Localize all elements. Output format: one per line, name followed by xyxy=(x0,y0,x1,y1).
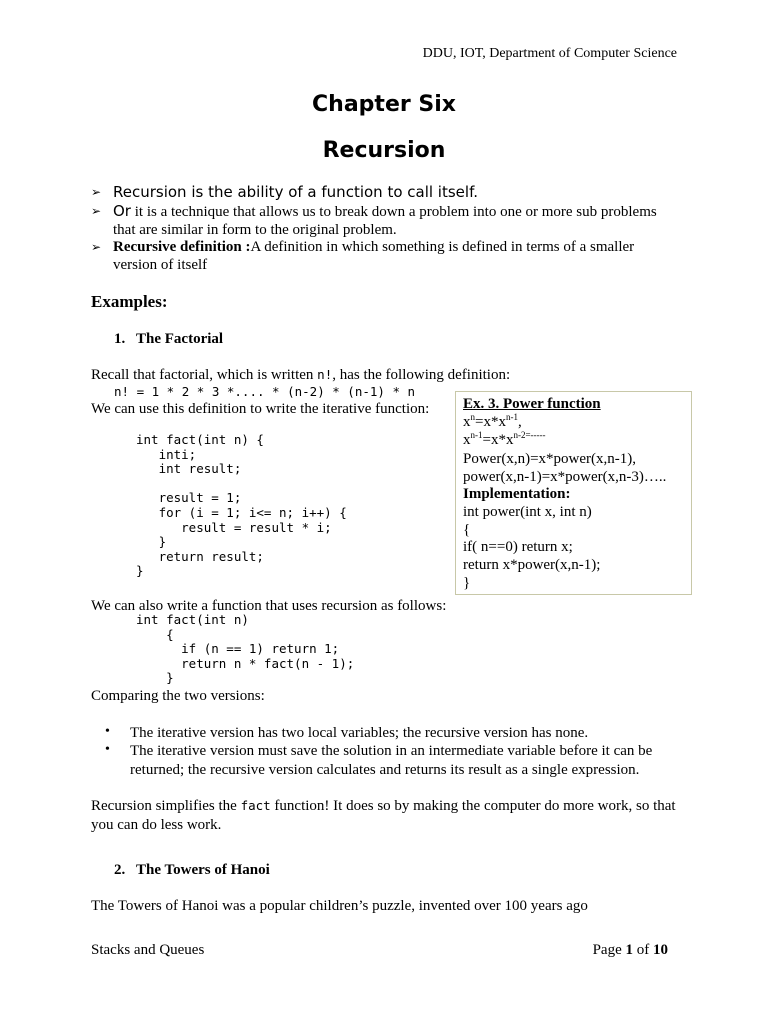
examples-heading: Examples: xyxy=(91,292,168,311)
section-title: The Towers of Hanoi xyxy=(136,862,270,878)
box-code-line: return x*power(x,n-1); xyxy=(463,557,601,573)
arrow-bullet-icon: ➢ xyxy=(91,185,102,199)
conclusion-text: function! It does so by making the computer do more work, so that you can do less work. xyxy=(91,798,676,833)
bullet-or: Or xyxy=(113,202,131,220)
box-title: Ex. 3. Power function xyxy=(463,396,601,412)
conclusion-text: Recursion simplifies the xyxy=(91,798,241,814)
bullet-dot-icon: • xyxy=(105,742,110,757)
page-header: DDU, IOT, Department of Computer Science xyxy=(422,46,677,61)
intro-text: , has the following definition: xyxy=(332,367,511,383)
chapter-subtitle: Recursion xyxy=(322,138,446,163)
bullet-text: Recursion is the ability of a function to call itself. xyxy=(113,183,479,201)
chapter-title: Chapter Six xyxy=(312,92,456,117)
section-heading xyxy=(114,331,223,348)
section-title: The Factorial xyxy=(136,331,224,347)
factorial-definition: n! = 1 * 2 * 3 *.... * (n-2) * (n-1) * n xyxy=(114,384,416,399)
intro-text: Recall that factorial, which is written xyxy=(91,367,318,383)
box-code-line: } xyxy=(463,575,471,591)
section-number: 1. xyxy=(114,331,126,347)
bullet-text: A definition in which something is defined in terms of a smaller version of itself xyxy=(113,239,635,273)
box-code-line: int power(int x, int n) xyxy=(463,504,592,520)
list-item-text: The iterative version has two local variables; the recursive version has none. xyxy=(130,725,589,741)
box-line: Power(x,n)=x*power(x,n-1), xyxy=(463,451,636,467)
box-implementation-label: Implementation: xyxy=(463,486,571,502)
power-function-box xyxy=(455,391,692,595)
inline-code: fact xyxy=(240,798,271,813)
compare-intro: Comparing the two versions: xyxy=(91,688,265,704)
box-code-line: { xyxy=(463,522,471,538)
footer-title: Stacks and Queues xyxy=(91,942,205,958)
recursive-code-block: int fact(int n) { if (n == 1) return 1; return n * fact(n - 1); } xyxy=(136,612,355,686)
arrow-bullet-icon: ➢ xyxy=(91,204,102,218)
bullet-dot-icon: • xyxy=(105,724,110,739)
conclusion-paragraph xyxy=(91,796,691,835)
factorial-intro xyxy=(91,367,510,384)
bullet-term: Recursive definition : xyxy=(113,239,251,255)
box-code-line: if( n==0) return x; xyxy=(463,539,573,555)
inline-code: n! xyxy=(317,367,333,382)
recursive-intro: We can also write a function that uses recursion as follows: xyxy=(91,598,447,614)
arrow-bullet-icon: ➢ xyxy=(91,240,102,254)
hanoi-paragraph: The Towers of Hanoi was a popular children’s puzzle, invented over 100 years ago xyxy=(91,898,588,914)
iterative-intro: We can use this definition to write the iterative function: xyxy=(91,401,430,417)
section-heading xyxy=(114,862,270,879)
box-formula-1: $x^n=x*x^{n-1}$, xyxy=(463,412,522,430)
bullet-text: it is a technique that allows us to break down a problem into one or more sub problems that are similar in form to the original problem. xyxy=(113,204,657,238)
list-item-text: The iterative version must save the solution in an intermediate variable before it can be returned; the recursive version calculates and returns its result as a single expression. xyxy=(130,743,653,778)
iterative-code-block: int fact(int n) { inti; int result; result = 1; for (i = 1; i<= n; i++) { result = result * i; } return result; } xyxy=(136,432,347,579)
section-number: 2. xyxy=(114,862,126,878)
box-formula-2: $x^{n-1}=x*x^{n-2=-----}$ xyxy=(463,430,546,448)
box-line: power(x,n-1)=x*power(x,n-3)….. xyxy=(463,469,667,485)
page-number: Page 1 of 10 xyxy=(592,942,668,958)
